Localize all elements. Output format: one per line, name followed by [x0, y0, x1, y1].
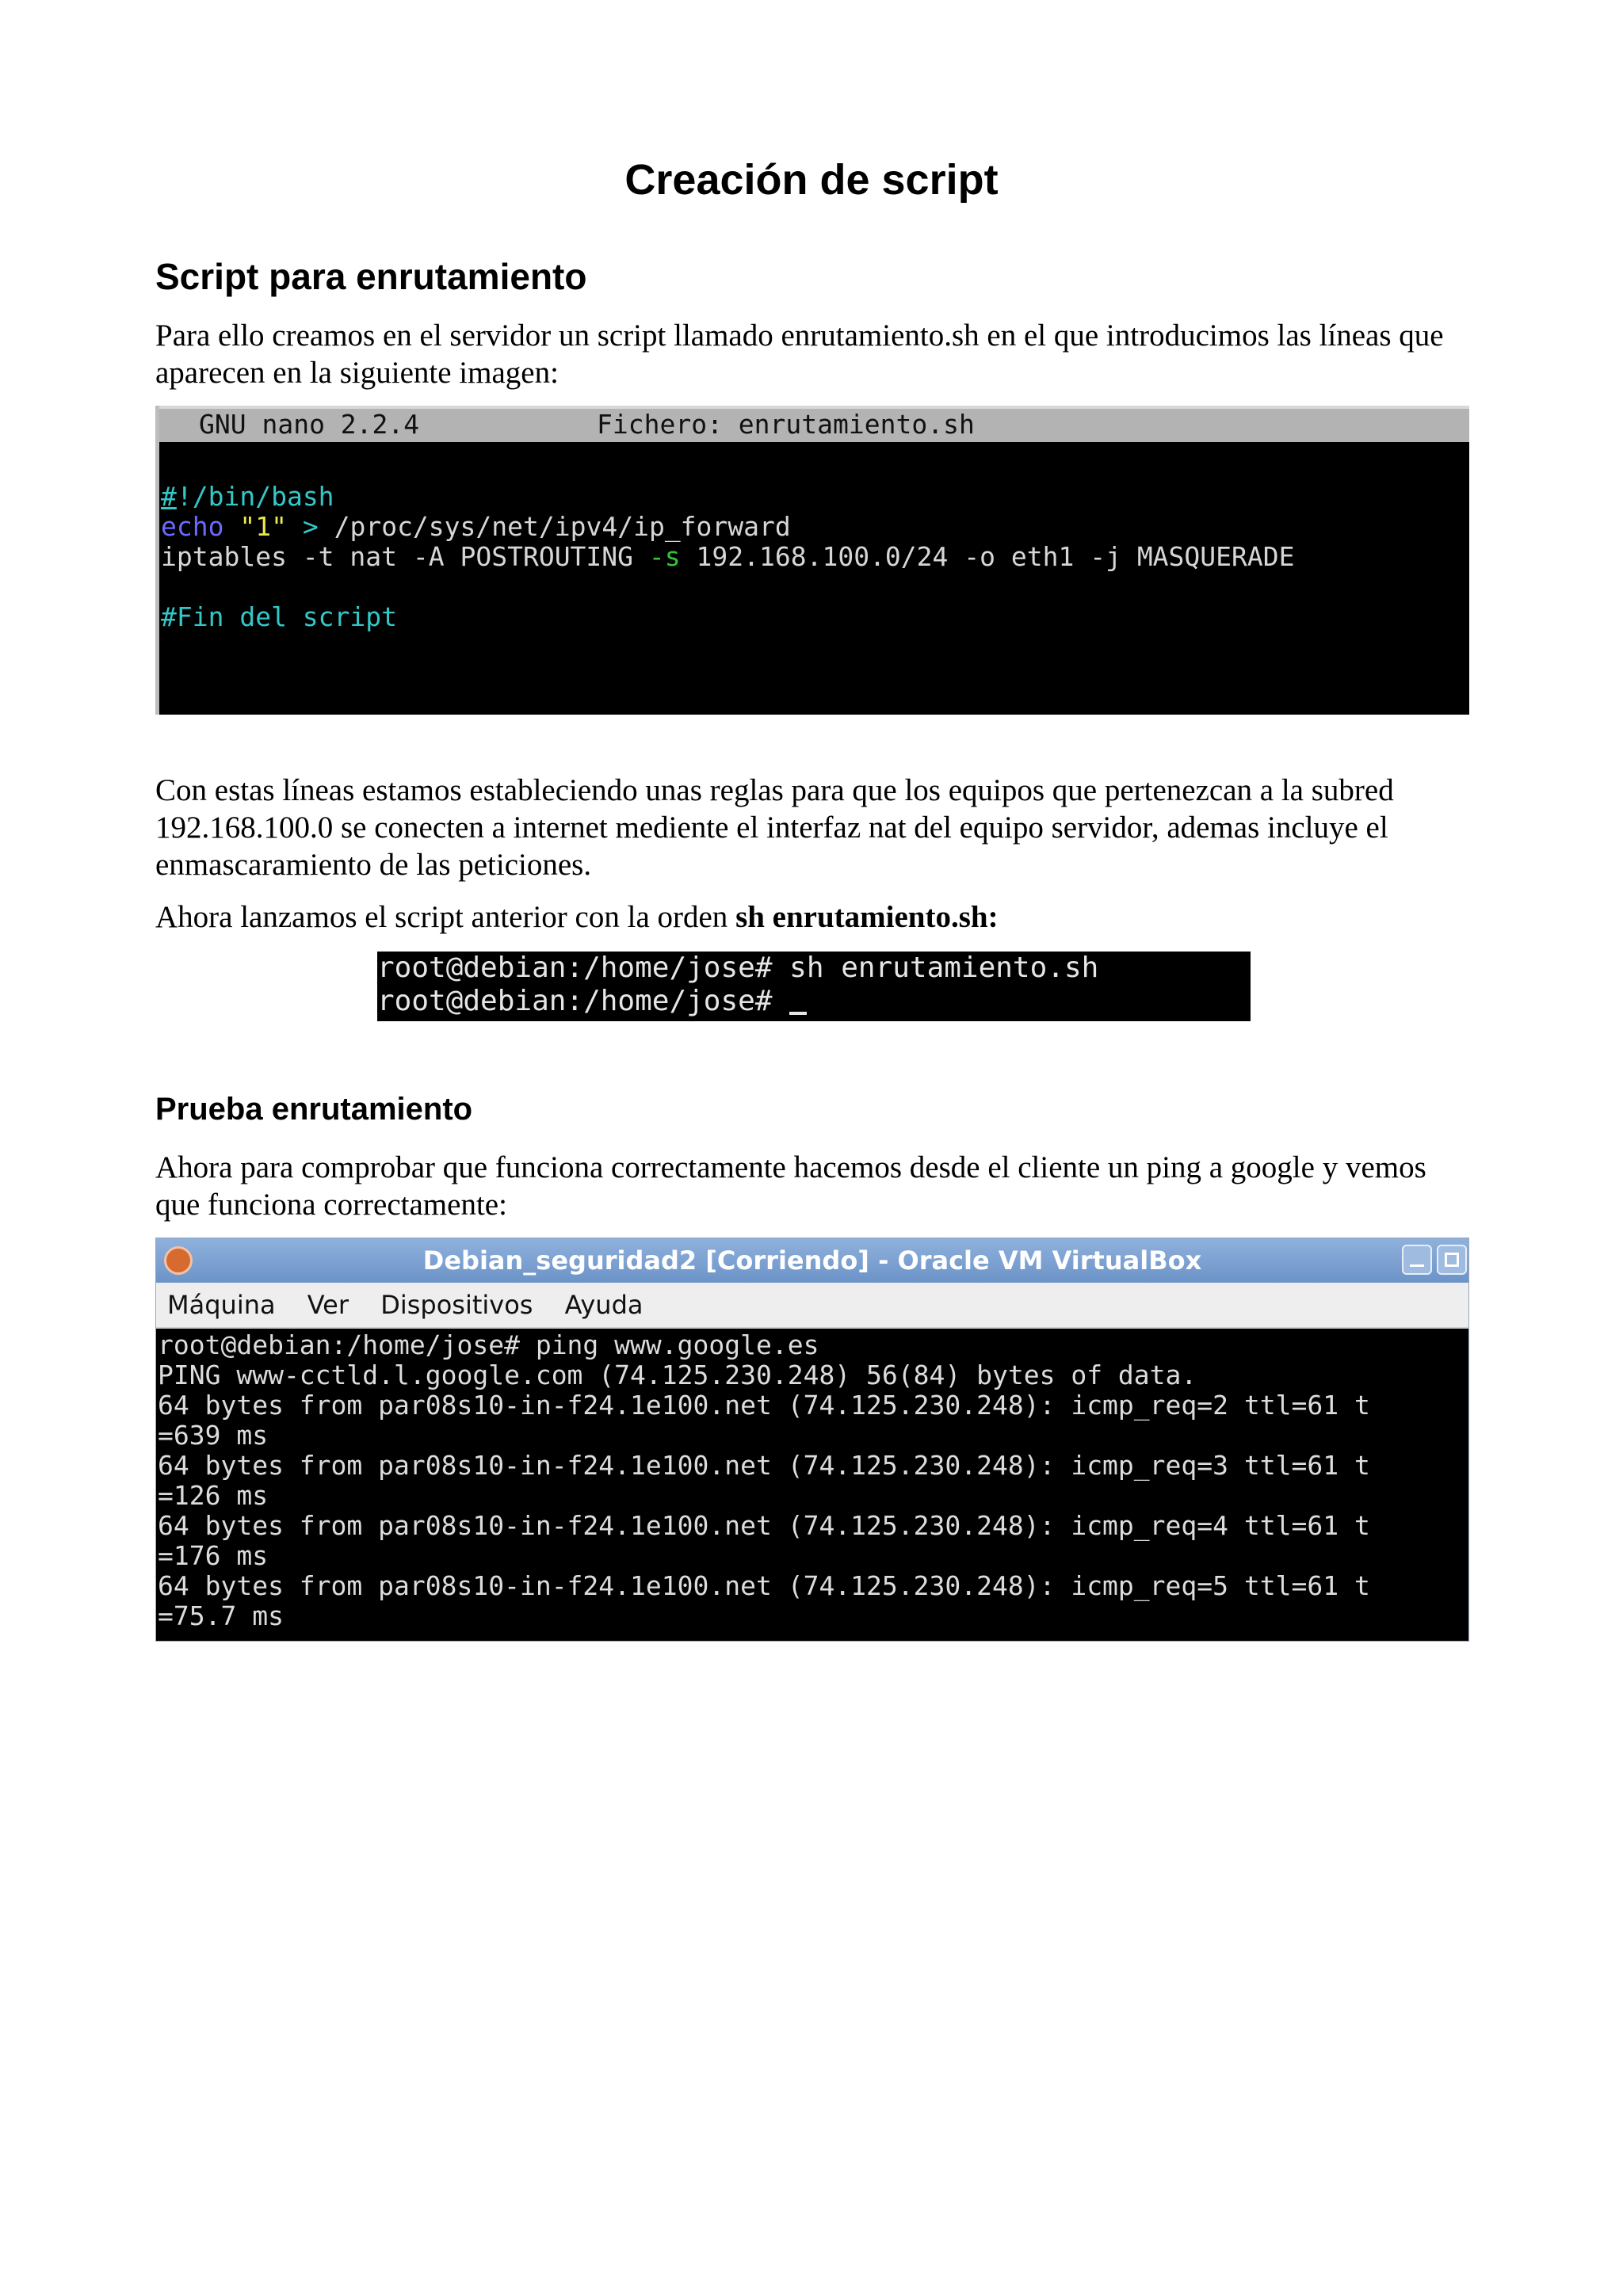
echo-keyword: echo — [161, 511, 224, 542]
terminal-screenshot — [377, 952, 1251, 1021]
launch-command: sh enrutamiento.sh: — [735, 900, 999, 934]
nano-file-name: Fichero: enrutamiento.sh — [597, 409, 975, 440]
ping-line: 64 bytes from par08s10-in-f24.1e100.net (74.125.230.248): icmp_req=5 ttl=61 t — [158, 1570, 1370, 1601]
shebang-path: !/bin/bash — [176, 481, 334, 512]
ping-line: 64 bytes from par08s10-in-f24.1e100.net (74.125.230.248): icmp_req=3 ttl=61 t — [158, 1450, 1370, 1481]
virtualbox-menu-bar — [156, 1283, 1468, 1329]
nano-app-name: GNU nano 2.2.4 — [199, 409, 420, 440]
terminal-cursor — [789, 1012, 807, 1015]
minimize-icon — [1402, 1245, 1432, 1275]
echo-redirect: > — [302, 511, 319, 542]
virtualbox-title: Debian_seguridad2 [Corriendo] - Oracle VM VirtualBox — [422, 1245, 1202, 1276]
shebang-hash: # — [161, 481, 177, 512]
menu-item-dispositivos: Dispositivos — [380, 1290, 533, 1320]
ping-line: =126 ms — [158, 1480, 269, 1511]
ping-line: 64 bytes from par08s10-in-f24.1e100.net (74.125.230.248): icmp_req=2 ttl=61 t — [158, 1390, 1370, 1421]
ping-line: PING www-cctld.l.google.com (74.125.230.248) 56(84) bytes of data. — [158, 1360, 1197, 1390]
virtualbox-logo-icon — [164, 1246, 193, 1275]
iptables-args: 192.168.100.0/24 -o eth1 -j MASQUERADE — [680, 541, 1295, 572]
terminal-line-2: root@debian:/home/jose# — [377, 985, 790, 1017]
ping-line: =639 ms — [158, 1420, 269, 1451]
menu-item-ayuda: Ayuda — [564, 1290, 643, 1320]
ping-line: =176 ms — [158, 1540, 269, 1571]
menu-item-ver: Ver — [307, 1290, 349, 1320]
paragraph-launch — [155, 898, 1471, 936]
nano-editor-screenshot — [155, 406, 1469, 715]
section-heading-script: Script para enrutamiento — [155, 256, 587, 297]
menu-item-maquina: Máquina — [167, 1290, 276, 1320]
paragraph-test: Ahora para comprobar que funciona correctamente hacemos desde el cliente un ping a google y vemos que funciona correctamente: — [155, 1150, 1426, 1222]
maximize-icon — [1437, 1245, 1467, 1275]
ping-output — [156, 1329, 1468, 1631]
virtualbox-window-screenshot — [155, 1238, 1469, 1642]
paragraph-intro: Para ello creamos en el servidor un script llamado enrutamiento.sh en el que introducimos las líneas que aparecen en la siguiente imagen: — [155, 318, 1444, 390]
echo-path: /proc/sys/net/ipv4/ip_forward — [334, 511, 791, 542]
ping-line: 64 bytes from par08s10-in-f24.1e100.net (74.125.230.248): icmp_req=4 ttl=61 t — [158, 1510, 1370, 1541]
script-comment: #Fin del script — [161, 601, 398, 632]
launch-text: Ahora lanzamos el script anterior con la orden — [155, 900, 736, 934]
ping-line: =75.7 ms — [158, 1600, 284, 1631]
iptables-cmd: iptables -t nat -A POSTROUTING — [161, 541, 649, 572]
ping-line: root@debian:/home/jose# ping www.google.es — [158, 1329, 819, 1360]
terminal-line-1: root@debian:/home/jose# sh enrutamiento.sh — [377, 952, 1099, 984]
nano-content — [159, 442, 1469, 632]
iptables-flag: -s — [648, 541, 681, 572]
virtualbox-title-bar — [156, 1238, 1468, 1283]
paragraph-explanation: Con estas líneas estamos estableciendo unas reglas para que los equipos que pertenezcan a la subred 192.168.100.0 se conecten a internet mediente el interfaz nat del equipo servidor, ademas incluye el enmascaramiento de las peticiones. — [155, 773, 1394, 882]
nano-title-bar — [159, 406, 1469, 442]
page-title: Creación de script — [624, 156, 999, 204]
section-heading-test: Prueba enrutamiento — [155, 1092, 473, 1127]
echo-string: "1" — [239, 511, 287, 542]
